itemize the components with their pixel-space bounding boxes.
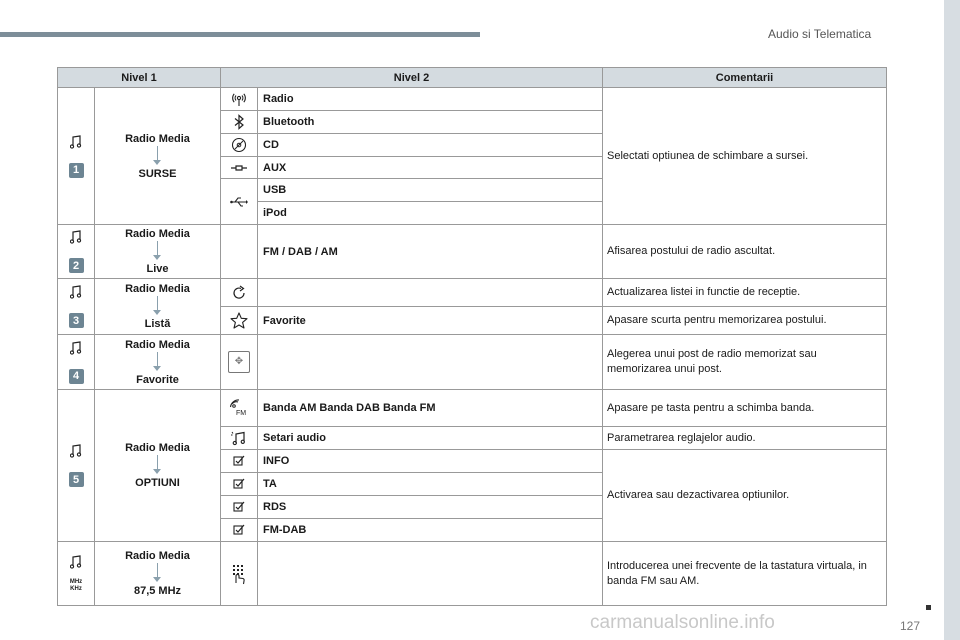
arrow-down-icon (153, 563, 161, 583)
header-comments: Comentarii (603, 68, 887, 88)
refresh-icon[interactable] (221, 279, 258, 307)
row3-icon-cell (58, 279, 95, 335)
row5-comment-band: Apasare pe tasta pentru a schimba banda. (603, 390, 887, 427)
item-audio-settings[interactable]: Setari audio (258, 427, 603, 450)
music-note-icon (70, 444, 82, 458)
header-level1: Nivel 1 (58, 68, 221, 88)
row4-comment: Alegerea unui post de radio memorizat sau memorizarea unui post. (603, 335, 887, 390)
step-badge-3: 3 (69, 313, 84, 328)
arrow-down-icon (153, 352, 161, 372)
row4-icon-cell (58, 335, 95, 390)
page-marker (926, 605, 931, 610)
step-badge-1: 1 (69, 163, 84, 178)
row5-comment-audio: Parametrarea reglajelor audio. (603, 427, 887, 450)
row2-icon-cell (58, 225, 95, 279)
audio-settings-icon[interactable] (221, 427, 258, 450)
item-ta[interactable]: TA (258, 473, 603, 496)
item-radio[interactable]: Radio (258, 88, 603, 111)
item-favorite[interactable]: Favorite (258, 307, 603, 335)
keypad-icon[interactable] (221, 542, 258, 606)
checkbox-icon[interactable] (221, 450, 258, 473)
bluetooth-icon[interactable] (221, 111, 258, 134)
arrow-down-icon (153, 455, 161, 475)
item-rds[interactable]: RDS (258, 496, 603, 519)
row2-comment: Afisarea postului de radio ascultat. (603, 225, 887, 279)
page-number: 127 (900, 619, 921, 633)
row6-comment: Introducerea unei frecvente de la tastatura virtuala, in banda FM sau AM. (603, 542, 887, 606)
row2-level1: Radio Media Live (95, 225, 221, 279)
usb-icon[interactable] (221, 179, 258, 225)
row4-level1: Radio Media Favorite (95, 335, 221, 390)
music-note-icon (70, 341, 82, 355)
cd-icon[interactable] (221, 134, 258, 157)
row6-level1: Radio Media 87,5 MHz (95, 542, 221, 606)
header-level2: Nivel 2 (221, 68, 603, 88)
arrow-down-icon (153, 241, 161, 261)
music-note-icon (70, 135, 82, 149)
row5-icon-cell (58, 390, 95, 542)
arrow-down-icon (153, 146, 161, 166)
preset-cell[interactable] (221, 335, 258, 390)
menu-table (57, 67, 887, 606)
row3-comment-favorite: Apasare scurta pentru memorizarea postului. (603, 307, 887, 335)
music-note-icon (70, 230, 82, 244)
preset-icon[interactable]: ✥ (228, 351, 250, 373)
header-title: Audio si Telematica (768, 27, 872, 41)
mhz-khz-icon: MHz KHz (69, 578, 83, 592)
row6-empty-item (258, 542, 603, 606)
row1-level1: Radio Media SURSE (95, 88, 221, 225)
item-usb[interactable]: USB (258, 179, 603, 202)
item-cd[interactable]: CD (258, 134, 603, 157)
item-aux[interactable]: AUX (258, 157, 603, 179)
item-ipod[interactable]: iPod (258, 202, 603, 225)
row1-comment: Selectati optiunea de schimbare a sursei. (603, 88, 887, 225)
side-band (944, 0, 960, 640)
row1-icon-cell (58, 88, 95, 225)
item-fm-dab[interactable]: FM-DAB (258, 519, 603, 542)
row4-empty-item (258, 335, 603, 390)
item-fm-dab-am[interactable]: FM / DAB / AM (258, 225, 603, 279)
step-badge-4: 4 (69, 369, 84, 384)
item-band[interactable]: Banda AM Banda DAB Banda FM (258, 390, 603, 427)
svg-text:FM: FM (236, 410, 247, 417)
row5-comment-toggles: Activarea sau dezactivarea optiunilor. (603, 450, 887, 542)
header-bar (0, 32, 480, 37)
row5-level1: Radio Media OPTIUNI (95, 390, 221, 542)
step-badge-5: 5 (69, 472, 84, 487)
item-bluetooth[interactable]: Bluetooth (258, 111, 603, 134)
checkbox-icon[interactable] (221, 519, 258, 542)
star-icon[interactable] (221, 307, 258, 335)
music-note-icon (70, 555, 82, 569)
row3-level1: Radio Media Listă (95, 279, 221, 335)
aux-jack-icon[interactable] (221, 157, 258, 179)
arrow-down-icon (153, 296, 161, 316)
row3-comment-refresh: Actualizarea listei in functie de receptie. (603, 279, 887, 307)
checkbox-icon[interactable] (221, 473, 258, 496)
row2-empty-icon (221, 225, 258, 279)
item-info[interactable]: INFO (258, 450, 603, 473)
row6-icon-cell (58, 542, 95, 606)
fm-band-icon[interactable] (221, 390, 258, 427)
step-badge-2: 2 (69, 258, 84, 273)
checkbox-icon[interactable] (221, 496, 258, 519)
row3-empty-item (258, 279, 603, 307)
radio-antenna-icon[interactable] (221, 88, 258, 111)
watermark: carmanualsonline.info (590, 612, 775, 633)
music-note-icon (70, 285, 82, 299)
